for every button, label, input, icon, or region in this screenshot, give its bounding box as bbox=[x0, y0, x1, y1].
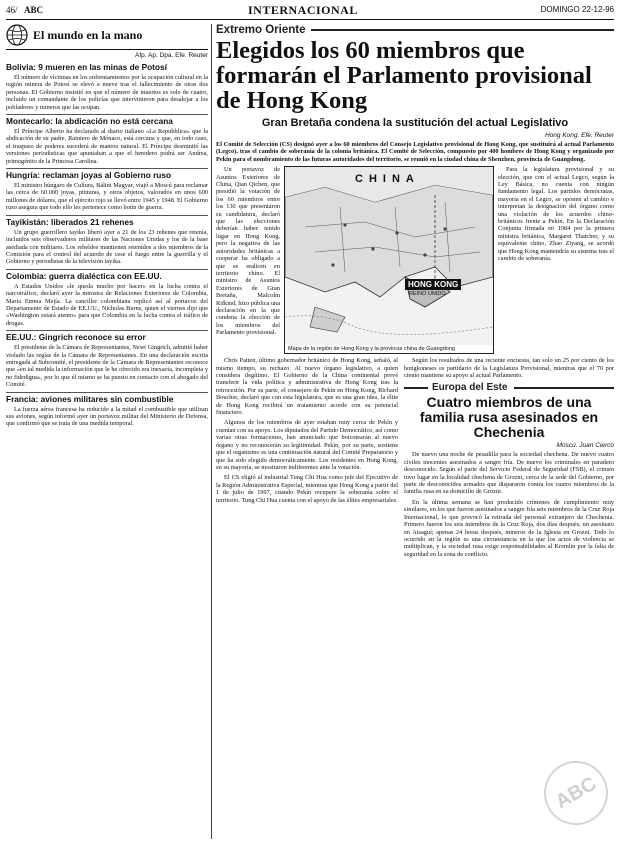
section-label-text: Extremo Oriente bbox=[216, 24, 306, 36]
europe-headline: Cuatro miembros de una familia rusa asesinados en Chechenia bbox=[419, 394, 599, 441]
map-hong-kong-label: HONG KONG bbox=[405, 279, 461, 290]
brief-heading: Montecarlo: la abdicación no está cercana bbox=[6, 114, 208, 126]
section-label-europa-del-este bbox=[404, 382, 614, 393]
map-country-label: CHINA bbox=[355, 173, 420, 186]
article-side-text: Según los resultados de una reciente encuesta, tan solo un 25 por ciento de los hongkoneses es partidario de la Legislatura Provisional, mientras que el 70 por ciento mantiene su apoyo al actual Parlamento. bbox=[404, 357, 614, 380]
lower-left-column bbox=[216, 357, 398, 561]
article-body-text: El CS eligió al industrial Tung Chi Hua como jefe del Ejecutivo de la Región Administrativa Especial, mientras que Hong Kong a partir del 1 de julio de 1997, cuando Pekín recupere la soberanía sobre el territorio. Tung Chi Hua cuenta con el apoyo de las élites empresariales. bbox=[216, 474, 398, 504]
brief-text: El ministro húngaro de Cultura, Bálint Magyar, viajó a Moscú para reclamar las cerca de 60.000 joyas, pinturas, y otros objetos, valorados en unos 600 millones de dólares, que el ejército rojo se llevó entre 1945 y 1948. El Gobierno ruso asegura que todo ello les pertenece como botín de guerra. bbox=[6, 182, 208, 212]
brief-text: El número de víctimas en los enfrentamientos por la ocupación cultural en la región minera de Potosí se elevó a nueve tras el fallecimiento de otras dos personas. El Gobierno insistió en que el número de muertos es solo de cuatro, incluido un comandante de los policías que intervinieron para desalojar a los pobladores y mineros que las ocupan. bbox=[6, 74, 208, 111]
brief-text: A Estados Unidos «le queda mucho por hacer» en la lucha contra el narcotráfico, declaró ayer la ministra de Relaciones Exteriores de Colombia, María Emma Mejía. La canciller colombiana replicó así al portavoz del Departamento de Estado de EE.UU., Nicholas Burns, quien el viernes dijo que «Washington estará atento» para que Colombia en la lucha contra el tráfico de drogas. bbox=[6, 282, 208, 327]
headline: Elegidos los 60 miembros que formarán el Parlamento provisional de Hong Kong bbox=[216, 37, 592, 114]
section-label-extremo-oriente bbox=[216, 24, 614, 36]
main-article-column bbox=[216, 24, 614, 839]
globe-hand-icon bbox=[6, 24, 28, 46]
brief-text: La fuerza aérea francesa ha reducido a la mitad el combustible que utilizan sus aviones, según informó ayer un portavoz militar del Ministerio de Defensa, que confirmó que se trata de una medida temporal. bbox=[6, 405, 208, 428]
lower-right-column bbox=[404, 357, 614, 561]
section-label-rule bbox=[514, 387, 614, 389]
header-rule bbox=[6, 19, 614, 20]
article-lead: El Comité de Selección (CS) designó ayer a los 60 miembros del Consejo Legislativo provisional de Hong Kong, que sustituirá al actual Parlamento (Legco), tras el cambio de soberanía de la colonia británica. El Comité de Selección, compuesto por 400 hombres de Hong Kong y organizado por Pekín para el nombramiento de las futuras autoridades del territorio, se reunió en la ciudad china de Shenzhen, provincia de Guangdong. bbox=[216, 141, 614, 163]
brief-heading: Bolivia: 9 mueren en las minas de Potosí bbox=[6, 62, 167, 72]
page-header bbox=[6, 3, 614, 17]
article-body-text: Chris Patten, último gobernador británico de Hong Kong, señaló, al mismo tiempo, su rechazo. Al nuevo órgano legislativo, a quien considera ilegítimo. El Gobierno de la China continental prevé transferir la vida política y administrativa de Hong Kong tras la retrocesión. Por su parte, el consejero de Pekín en Hong Kong, Richard Boucher, declaró que con esta legislatura, que es una gran idea, la élite de Hong Kong recibirá un tratamiento acorde con su potencial financiero. bbox=[216, 357, 398, 417]
column-divider bbox=[211, 24, 212, 839]
brief-heading: Francia: aviones militares sin combustible bbox=[6, 392, 208, 404]
map-sub-label: REINO UNIDO bbox=[409, 291, 446, 298]
box-title: El mundo en la mano bbox=[33, 27, 143, 42]
brief-text: Un grupo guerrillero tayiko liberó ayer a 21 de los 23 rehenes que retenía, incluidos seis observadores militares de las Naciones Unidas y los de la base asediada con militares. Los rebeldes mantienen retenidos a dos miembros de la Comisión para el control del acuerdo de cese el fuego entre la guerrilla y el Gobierno y periodistas de la televisión tayika. bbox=[6, 228, 208, 266]
map-graphic bbox=[285, 167, 493, 353]
brief-heading: Colombia: guerra dialéctica con EE.UU. bbox=[6, 269, 208, 281]
paper-name: ABC bbox=[24, 5, 44, 15]
lower-article-area bbox=[216, 357, 614, 561]
article-body-right: Para la legislatura provisional y su elección, que con el actual Legco, según la Ley Básica, no cuenta con ningún fundamento legal. Los partidos demócratas, mayoría en el Legco, se oponen al cambio e interpretan la designación del órgano como una violación de los acuerdos chino-británicos frente a Pekín. En la Declaración Conjunta firmada en 1984 por la primera ministra británica, Margaret Thatcher, y su equivalente chino, Zhao Ziyang, se acordó que Hong Kong mantendría su sistema tras el cambio de soberanía. bbox=[498, 166, 614, 263]
section-title: INTERNACIONAL bbox=[248, 3, 358, 17]
page-number: 46/ bbox=[6, 5, 18, 15]
section-label-rule bbox=[404, 387, 428, 389]
article-byline: Hong Kong. Efe. Reuter bbox=[544, 132, 614, 139]
europe-byline: Moscú. Juan Cierco bbox=[556, 442, 614, 450]
article-body-left: Un portavoz de Asuntos Exteriores de China, Qian Qichen, que presidió la votación de los 60 miembros entre los 130 que presentaron su candidatura, declaró que las elecciones deberían haber tenido lugar en Hong Kong, pero la negativa de las autoridades británicas a cooperar ha obligado a que se realicen en territorio chino. El ministro de Asuntos Exteriores de Gran Bretaña, Malcolm Rifkind, hizo pública una declaración en la que condena la elección de los miembros del Parlamento provisional. bbox=[216, 166, 280, 337]
europe-text: De nuevo una noche de pesadilla para la sociedad chechena. De nuevo cuatro civiles inocentes asesinados a sangre fría. De nuevo los criminales en paradero desconocido. Según el parte del Servicio Federal de Seguridad (FSB), el crimen tuvo lugar en la localidad chechena de Grozni, cerca de la sede del Gobierno, por parte de desconocidos armados que dispararon contra los cuatro miembros de la familia rusa en su domicilio de Grozni. bbox=[404, 451, 614, 496]
box-title-bar bbox=[6, 24, 208, 50]
europe-text: En la última semana se han producido crímenes de cumplimiento muy similares, en los que fueron asesinados a sangre fría seis miembros de la Cruz Roja Internacional, lo que provocó la retirada del personal extranjero de Chechenia. Primero fueron los seis miembros de la Cruz Roja, dos días después, un asesinato en Atsaguí; apenas 24 horas después, mineros de la Iglesia en Grozni. Todo lo ocurrido en la región es una circunstancia en la que los actos de violencia se multiplican, y la sociedad rusa exige responsabilidades al Kremlin por la falta de seguridad en la zona de conflicto. bbox=[404, 498, 614, 558]
briefs-byline: Afp. Ap. Dpa. Efe. Reuter bbox=[135, 52, 208, 59]
brief-heading: Hungría: reclaman joyas al Gobierno ruso bbox=[6, 168, 208, 180]
subheadline: Gran Bretaña condena la sustitución del actual Legislativo bbox=[261, 117, 569, 129]
map-caption: Mapa de la región de Hong Kong y la provincia china de Guangdong bbox=[285, 345, 493, 353]
watermark-text: ABC bbox=[551, 772, 601, 813]
brief-heading: EE.UU.: Gingrich reconoce su error bbox=[6, 330, 208, 342]
section-label-rule bbox=[311, 29, 614, 31]
section-label-text: Europa del Este bbox=[432, 382, 508, 394]
article-body-with-map bbox=[216, 166, 614, 354]
brief-text: El presidente de la Cámara de Representantes, Newt Gingrich, admitió haber violado las reglas de la Cámara de Representantes. En una declaración escrita entregada al Subcomité, el presidente de la Cámara de Representantes reconoce que «en tal medida la información que le he ofrecido era inexacta, incompleta y no fidedigna», por lo que él mismo se ha puesto en contacto con el abogado del Comité. bbox=[6, 344, 208, 389]
hong-kong-map bbox=[284, 166, 494, 354]
brief-text: El Príncipe Alberto ha declarado al diario italiano «La Repubblica» que la abdicación de su padre, Rainiero de Mónaco, está cercana y que, en todo caso, el traspaso de poderes sucederá de manera natural. El Príncipe desmintió las versiones periodísticas que apuntaban a que el heredero podrá ser Andrea, primogénito de la Princesa Carolina. bbox=[6, 128, 208, 165]
article-body-text: Algunos de los miembros de ayer estaban muy cerca de Pekín y cuentan con su apoyo. Los diputados del Partido Democrático, así como varias otras formaciones, han anunciado que boicotearán al nuevo órgano y no reconocerán su legitimidad. Pekín, por su parte, sostiene que el organismo es una continuación natural del Comité Preparatorio y que ha sido elegido democráticamente. Los residentes en Hong Kong, en su mayoría, se mostraron indiferentes ante la votación. bbox=[216, 419, 398, 471]
news-briefs-column bbox=[6, 24, 208, 839]
brief-heading: Tayikistán: liberados 21 rehenes bbox=[6, 215, 208, 227]
issue-date: DOMINGO 22-12-96 bbox=[540, 5, 614, 14]
